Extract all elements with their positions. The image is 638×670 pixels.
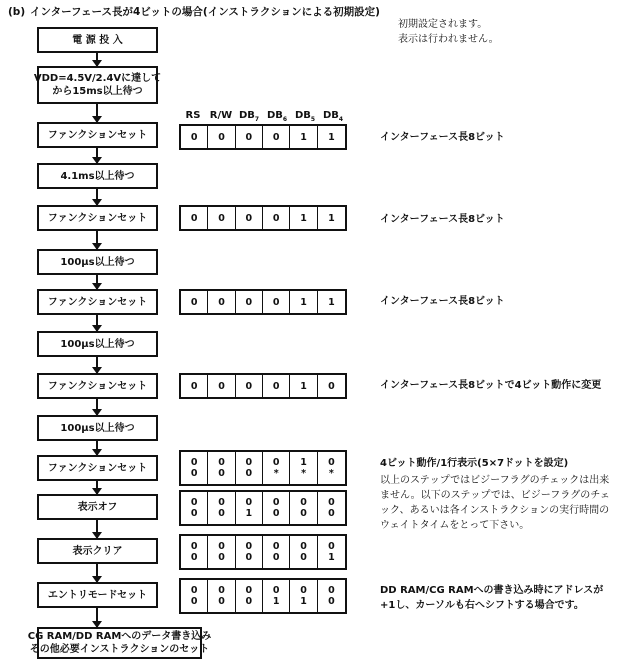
bit-cell xyxy=(290,580,317,612)
col-header-db4: $DB_4$ xyxy=(322,110,344,123)
step-box: 100μs以上待つ xyxy=(37,249,158,275)
step-box: 表示クリア xyxy=(37,538,158,564)
bit-cell xyxy=(318,536,345,568)
bit-value: 0 xyxy=(272,296,280,308)
title-text: インターフェース長が4ビットの場合(インストラクションによる初期設定) xyxy=(30,6,380,18)
bit-value: 1 xyxy=(328,296,335,308)
step-description: インターフェース長8ビット xyxy=(380,296,505,307)
bit-value: 0 xyxy=(190,131,198,143)
bit-cell xyxy=(290,375,317,397)
bit-value: 0 xyxy=(190,457,198,468)
flow-arrow xyxy=(96,104,98,122)
bit-cell xyxy=(208,580,235,612)
bit-cell xyxy=(181,375,208,397)
bit-value: 0 xyxy=(272,131,280,143)
bit-value: 0 xyxy=(245,585,253,596)
bit-value: 1 xyxy=(328,552,335,563)
bit-value: 1 xyxy=(300,212,307,224)
bit-cell xyxy=(263,207,290,229)
bit-value: 1 xyxy=(245,508,253,519)
flow-arrow xyxy=(96,608,98,627)
bit-value: 1 xyxy=(300,131,307,143)
bit-value: 0 xyxy=(218,131,225,143)
bit-value: 0 xyxy=(272,457,280,468)
bit-value: 0 xyxy=(218,585,225,596)
bit-grid xyxy=(179,205,347,231)
bit-cell xyxy=(208,207,235,229)
flow-arrow xyxy=(96,441,98,455)
bit-value: 0 xyxy=(272,497,280,508)
bit-value: 0 xyxy=(245,541,253,552)
bit-cell xyxy=(181,492,208,524)
bit-cell xyxy=(208,375,235,397)
bit-value: 0 xyxy=(328,380,335,392)
flow-arrow xyxy=(96,275,98,289)
bit-cell xyxy=(263,375,290,397)
busy-flag-note: 以上のステップではビジーフラグのチェックは出来 ません。以下のステップでは、ビジーフラグのチェ ック、あるいは各インストラクションの実行時間の ウェイトタイムをとって下さい。 xyxy=(380,475,610,531)
bit-value: 0 xyxy=(218,296,225,308)
flow-arrow xyxy=(96,357,98,373)
step-box: エントリモードセット xyxy=(37,582,158,608)
bit-cell xyxy=(236,580,263,612)
flow-arrow xyxy=(96,315,98,331)
bit-cell xyxy=(181,536,208,568)
bit-cell xyxy=(181,580,208,612)
bit-value: 0 xyxy=(272,508,280,519)
bit-cell xyxy=(263,126,290,148)
flow-arrow xyxy=(96,148,98,163)
col-header-db7: $DB_7$ xyxy=(238,110,260,123)
bit-value: * xyxy=(328,468,334,479)
bit-value: 0 xyxy=(190,212,198,224)
bit-value: 0 xyxy=(245,296,253,308)
bit-cell xyxy=(236,375,263,397)
flow-arrow xyxy=(96,481,98,494)
step-box: ファンクションセット xyxy=(37,455,158,481)
bit-cell xyxy=(290,452,317,484)
bit-value: 0 xyxy=(300,541,307,552)
bit-cell xyxy=(290,207,317,229)
bit-value: 0 xyxy=(272,380,280,392)
flow-arrow xyxy=(96,189,98,205)
step-box: ファンクションセット xyxy=(37,373,158,399)
flow-arrow xyxy=(96,520,98,538)
bit-cell xyxy=(263,452,290,484)
bit-value: 0 xyxy=(190,585,198,596)
bit-value: 1 xyxy=(300,457,307,468)
bit-value: 0 xyxy=(218,212,225,224)
bit-value: 1 xyxy=(272,596,280,607)
flow-arrow xyxy=(96,53,98,66)
bit-value: 0 xyxy=(245,212,253,224)
bit-cell xyxy=(263,580,290,612)
bit-value: 0 xyxy=(300,552,307,563)
bit-value: 0 xyxy=(245,457,253,468)
bit-value: 0 xyxy=(245,468,253,479)
bit-value: 0 xyxy=(190,508,198,519)
bit-value: 0 xyxy=(190,552,198,563)
bit-cell xyxy=(263,536,290,568)
flow-arrow xyxy=(96,399,98,415)
bit-value: 0 xyxy=(272,552,280,563)
bit-cell xyxy=(208,536,235,568)
bit-cell xyxy=(318,207,345,229)
bit-value: 0 xyxy=(300,508,307,519)
bit-cell xyxy=(236,452,263,484)
bit-cell xyxy=(236,207,263,229)
flow-arrow xyxy=(96,564,98,582)
flow-arrow xyxy=(96,231,98,249)
bit-value: 0 xyxy=(300,497,307,508)
bit-cell xyxy=(181,207,208,229)
bit-grid xyxy=(179,534,347,570)
bit-grid xyxy=(179,450,347,486)
col-header-db6: $DB_6$ xyxy=(266,110,288,123)
col-header-rs: RS xyxy=(185,110,201,121)
step-box: VDD=4.5V/2.4Vに達して から15ms以上待つ xyxy=(37,66,158,104)
step-description: インターフェース長8ビット xyxy=(380,214,505,225)
bit-cell xyxy=(236,291,263,313)
bit-value: 0 xyxy=(245,596,253,607)
bit-cell xyxy=(318,580,345,612)
col-header-rw: R/W xyxy=(209,110,233,121)
bit-grid xyxy=(179,289,347,315)
bit-value: 0 xyxy=(300,585,307,596)
bit-value: 0 xyxy=(190,468,198,479)
bit-value: 0 xyxy=(218,508,225,519)
step-description: インターフェース長8ビットで4ビット動作に変更 xyxy=(380,380,602,391)
bit-value: 0 xyxy=(218,552,225,563)
bit-value: 0 xyxy=(218,468,225,479)
bit-value: 0 xyxy=(245,497,253,508)
step-box: 表示オフ xyxy=(37,494,158,520)
bit-cell xyxy=(290,291,317,313)
bit-cell xyxy=(236,492,263,524)
bit-cell xyxy=(181,452,208,484)
bit-value: 0 xyxy=(218,541,225,552)
bit-cell xyxy=(208,291,235,313)
bit-cell xyxy=(236,126,263,148)
bit-value: * xyxy=(301,468,307,479)
bit-cell xyxy=(318,291,345,313)
bit-cell xyxy=(318,126,345,148)
bit-value: 0 xyxy=(218,596,225,607)
bit-grid xyxy=(179,490,347,526)
step-box: ファンクションセット xyxy=(37,122,158,148)
bit-value: 0 xyxy=(190,497,198,508)
step-description: インターフェース長8ビット xyxy=(380,132,505,143)
bit-value: 0 xyxy=(245,552,253,563)
bit-cell xyxy=(318,452,345,484)
bit-value: 1 xyxy=(300,296,307,308)
bit-cell xyxy=(290,492,317,524)
bit-grid xyxy=(179,578,347,614)
diagram-title xyxy=(8,4,380,19)
step-box: ファンクションセット xyxy=(37,205,158,231)
bit-cell xyxy=(318,492,345,524)
bit-value: 0 xyxy=(218,497,225,508)
initialization-note: 初期設定されます。 表示は行われません。 xyxy=(398,19,499,45)
bit-value: 0 xyxy=(272,541,280,552)
bit-cell xyxy=(290,536,317,568)
bit-value: 1 xyxy=(328,212,335,224)
bit-cell xyxy=(208,126,235,148)
bit-cell xyxy=(208,452,235,484)
step-description: 4ビット動作/1行表示(5×7ドットを設定) xyxy=(380,458,569,469)
bit-value: 0 xyxy=(245,380,253,392)
bit-cell xyxy=(181,291,208,313)
bit-cell xyxy=(318,375,345,397)
bit-value: 1 xyxy=(300,380,307,392)
bit-value: 0 xyxy=(272,585,280,596)
bit-value: 0 xyxy=(245,131,253,143)
bit-value: 0 xyxy=(218,457,225,468)
bit-cell xyxy=(181,126,208,148)
bit-value: 1 xyxy=(328,131,335,143)
bit-value: 0 xyxy=(328,457,335,468)
bit-value: 0 xyxy=(272,212,280,224)
step-box: 4.1ms以上待つ xyxy=(37,163,158,189)
bit-value: 0 xyxy=(190,596,198,607)
bit-value: 0 xyxy=(190,296,198,308)
step-box: 電 源 投 入 xyxy=(37,27,158,53)
bit-cell xyxy=(236,536,263,568)
bit-grid xyxy=(179,373,347,399)
col-header-db5: $DB_5$ xyxy=(294,110,316,123)
bit-cell xyxy=(263,492,290,524)
section-label: (b) xyxy=(8,6,26,18)
bit-value: * xyxy=(273,468,279,479)
bit-value: 0 xyxy=(190,541,198,552)
bit-cell xyxy=(208,492,235,524)
bit-value: 0 xyxy=(190,380,198,392)
bit-value: 0 xyxy=(328,541,335,552)
bit-cell xyxy=(263,291,290,313)
bit-value: 0 xyxy=(328,497,335,508)
bit-grid xyxy=(179,124,347,150)
step-box: 100μs以上待つ xyxy=(37,331,158,357)
bit-cell xyxy=(290,126,317,148)
bit-value: 0 xyxy=(328,596,335,607)
bit-value: 0 xyxy=(328,508,335,519)
bit-value: 1 xyxy=(300,596,307,607)
step-box: CG RAM/DD RAMへのデータ書き込み その他必要インストラクションのセット xyxy=(37,627,202,659)
bit-value: 0 xyxy=(218,380,225,392)
step-box: ファンクションセット xyxy=(37,289,158,315)
step-box: 100μs以上待つ xyxy=(37,415,158,441)
step-description: DD RAM/CG RAMへの書き込み時にアドレスが +1し、カーソルも右へシフトする場合です。 xyxy=(380,585,604,611)
bit-value: 0 xyxy=(328,585,335,596)
